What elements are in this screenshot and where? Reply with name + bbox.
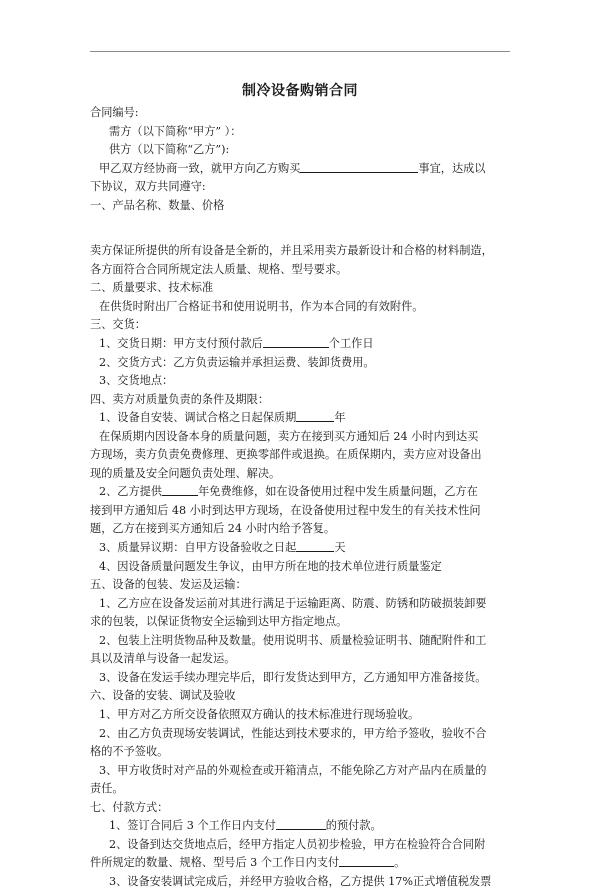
prepayment-blank bbox=[276, 817, 326, 830]
intro-text-a: 甲乙双方经协商一致，就甲方向乙方购买 bbox=[99, 161, 301, 175]
free-repair-line bbox=[90, 483, 520, 502]
section-1-title: 一、产品名称、数量、价格 bbox=[90, 198, 225, 212]
objection-period-line bbox=[90, 539, 520, 558]
section-6-item-1: 1、甲方对乙方所交设备依照双方确认的技术标准进行现场验收。 bbox=[99, 707, 420, 721]
section-4-para-4: 接到甲方通知后 48 小时到达甲方现场，在设备使用过程中发生的有关技术性问 bbox=[90, 503, 481, 517]
intro-line-2: 下协议，双方共同遵守: bbox=[90, 180, 206, 194]
section-7-item-2a: 2、设备到达交货地点后，经甲方指定人员初步检验，甲方在检验符合合同附 bbox=[109, 837, 486, 851]
intro-line bbox=[90, 160, 520, 179]
payment-blank bbox=[339, 854, 394, 867]
section-2-title: 二、质量要求、技术标准 bbox=[90, 281, 214, 295]
product-blank bbox=[300, 160, 418, 173]
contract-number-line: 合同编号: bbox=[90, 106, 139, 119]
section-7-item-2c-text: 。 bbox=[394, 856, 406, 870]
section-7-item-3: 3、设备安装调试完成后，并经甲方验收合格，乙方提供 17%正式增值税发票 bbox=[109, 874, 492, 888]
delivery-date-line bbox=[90, 335, 520, 354]
section-6-item-3a: 3、甲方收货时对产品的外观检查或开箱清点，不能免除乙方对产品内在质量的 bbox=[99, 763, 487, 777]
delivery-location-line: 3、交货地点： bbox=[99, 374, 174, 388]
warranty-years-blank bbox=[296, 409, 334, 422]
section-7-item-2b-line bbox=[90, 854, 520, 873]
section-7-item-2b-text: 件所规定的数量、规格、型号后 3 个工作日内支付 bbox=[90, 856, 340, 870]
dispute-line: 4、因设备质量问题发生争议，由甲方所在地的技术单位进行质量鉴定 bbox=[99, 559, 442, 573]
section-3-title: 三、交货： bbox=[90, 318, 146, 332]
page-title: 制冷设备购销合同 bbox=[242, 83, 358, 99]
section-5-item-2a: 2、包装上注明货物品种及数量。使用说明书、质量检验证明书、随配附件和工 bbox=[99, 633, 487, 647]
header-rule bbox=[90, 51, 510, 52]
objection-text-a: 3、质量异议期：自甲方设备验收之日起 bbox=[99, 541, 297, 555]
seller-line: 供方（以下简称“乙方”): bbox=[109, 143, 230, 157]
prepayment-text-b: 的预付款。 bbox=[325, 819, 382, 833]
section-4-para-3: 现的质量及安全问题负责处理、解决。 bbox=[90, 466, 281, 480]
section-6-item-2b: 格的不予签收。 bbox=[90, 745, 169, 759]
section-6-item-2a: 2、由乙方负责现场安装调试，性能达到技术要求的，甲方给予签收，验收不合 bbox=[99, 726, 487, 740]
section-1-spacer bbox=[90, 215, 520, 242]
section-5-item-1b: 求的包装，以保证货物安全运输到达甲方指定地点。 bbox=[90, 615, 348, 629]
section-4-para-2: 方现场，卖方负责免费修理、更换零部件或退换。在质保期内，卖方应对设备出 bbox=[90, 448, 482, 462]
contract-body bbox=[90, 104, 520, 891]
warranty-line bbox=[90, 409, 520, 428]
section-1-para-1: 卖方保证所提供的所有设备是全新的，并且采用卖方最新设计和合格的材料制造， bbox=[90, 244, 493, 258]
section-5-item-2b: 具以及清单与设备一起发运。 bbox=[90, 652, 236, 666]
warranty-text-a: 1、设备自安装、调试合格之日起保质期 bbox=[99, 411, 297, 425]
prepayment-text-a: 1、签订合同后 3 个工作日内支付 bbox=[109, 819, 276, 833]
section-4-para-5: 题，乙方在接到买方通知后 24 小时内给予答复。 bbox=[90, 522, 336, 536]
free-repair-text-b: 年免费维修，如在设备使用过程中发生质量问题，乙方在 bbox=[198, 485, 478, 499]
section-7-title: 七、付款方式： bbox=[90, 800, 169, 814]
delivery-method-line: 2、交货方式：乙方负责运输并承担运费、装卸货费用。 bbox=[99, 355, 375, 369]
section-5-item-3: 3、设备在发运手续办理完毕后，即行发货达到甲方，乙方通知甲方准备接货。 bbox=[99, 670, 487, 684]
section-5-title: 五、设备的包装、发运及运输： bbox=[90, 578, 247, 592]
section-4-para-1: 在保质期内因设备本身的质量问题，卖方在接到买方通知后 24 小时内到达买 bbox=[99, 429, 479, 443]
section-5-item-1a: 1、乙方应在设备发运前对其进行满足于运输距离、防震、防锈和防破损装卸要 bbox=[99, 596, 487, 610]
delivery-date-text-a: 1、交货日期：甲方支付预付款后 bbox=[99, 337, 263, 351]
section-6-item-3b: 责任。 bbox=[90, 782, 124, 796]
section-6-title: 六、设备的安装、调试及验收 bbox=[90, 689, 236, 703]
free-repair-text-a: 2、乙方提供 bbox=[99, 485, 163, 499]
delivery-date-text-b: 个工作日 bbox=[328, 337, 374, 351]
objection-days-blank bbox=[296, 539, 334, 552]
section-4-title: 四、卖方对质量负责的条件及期限： bbox=[90, 392, 270, 406]
objection-text-b: 天 bbox=[334, 541, 346, 555]
section-1-para-2: 各方面符合合同所规定法人质量、规格、型号要求。 bbox=[90, 262, 348, 276]
intro-text-b: 事宜，达成以 bbox=[418, 161, 486, 175]
delivery-days-blank bbox=[263, 335, 329, 348]
free-repair-years-blank bbox=[162, 483, 198, 496]
warranty-text-b: 年 bbox=[334, 411, 346, 425]
buyer-line: 需方（以下简称“甲方” ）： bbox=[109, 124, 242, 138]
prepayment-line bbox=[90, 817, 520, 836]
section-2-para: 在供货时附出厂合格证书和使用说明书，作为本合同的有效附件。 bbox=[99, 299, 424, 313]
